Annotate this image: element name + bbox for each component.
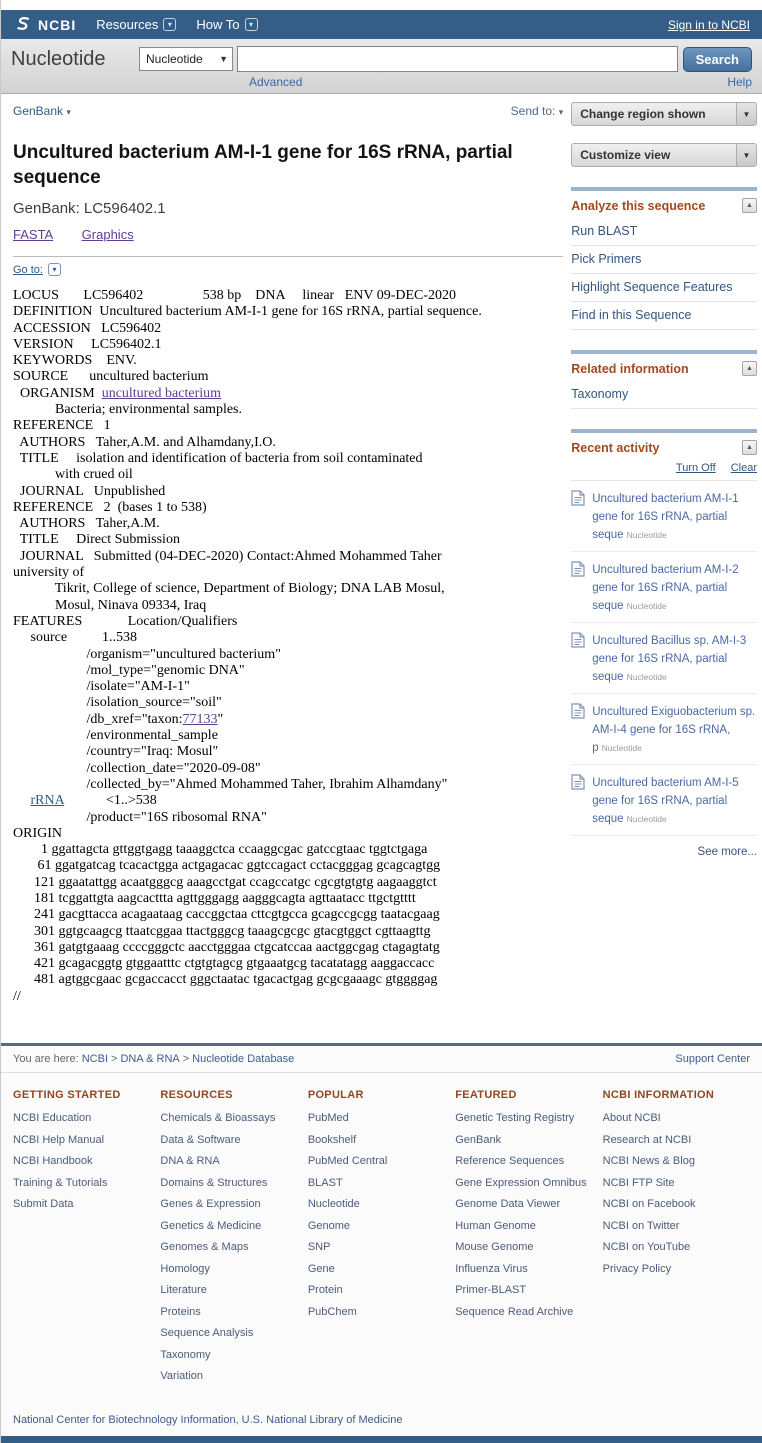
sidebar-link[interactable]: Highlight Sequence Features [571, 274, 757, 302]
footer-link[interactable]: PubMed Central [307, 1155, 388, 1168]
footer-link[interactable]: Primer-BLAST [455, 1284, 527, 1297]
document-icon [571, 632, 585, 685]
sidebar-link[interactable]: Taxonomy [571, 381, 757, 409]
recent-activity-item [571, 765, 757, 836]
footer-link[interactable]: PubChem [307, 1305, 357, 1318]
footer-link[interactable]: Genetic Testing Registry [455, 1112, 575, 1125]
footer-link[interactable]: About NCBI [602, 1112, 661, 1125]
footer-column-heading: NCBI INFORMATION [602, 1089, 715, 1102]
recent-item-db-tag: Nucleotide [626, 530, 667, 540]
footer-column [13, 1089, 160, 1392]
footer-link[interactable]: NCBI on YouTube [602, 1241, 691, 1254]
ncbi-navbar [1, 10, 762, 39]
chevron-down-icon[interactable]: ▼ [736, 144, 756, 166]
footer-column [603, 1089, 750, 1392]
footer-link[interactable]: Mouse Genome [455, 1241, 534, 1254]
top-strip [1, 0, 762, 10]
sign-in-link[interactable]: Sign in to NCBI [667, 17, 750, 32]
help-link[interactable]: Help [727, 75, 752, 89]
see-more-link[interactable]: See more... [697, 846, 757, 858]
breadcrumb-dna-rna[interactable]: DNA & RNA [120, 1053, 180, 1066]
fasta-link[interactable]: FASTA [13, 227, 54, 242]
sidebar [571, 102, 757, 1005]
clear-link[interactable]: Clear [730, 462, 757, 474]
document-icon [571, 561, 585, 614]
taxon-link[interactable]: 77133 [182, 711, 218, 727]
footer-link[interactable]: Genomes & Maps [160, 1241, 249, 1254]
footer-link[interactable]: NCBI Help Manual [13, 1133, 105, 1146]
recent-activity-panel [571, 429, 757, 858]
related-links [571, 381, 757, 409]
collapse-panel-button[interactable]: ▲ [742, 361, 757, 376]
footer-link[interactable]: Submit Data [13, 1198, 74, 1211]
recent-item-link[interactable]: Uncultured bacterium AM-I-5 gene for 16S rRNA, partial seque [592, 777, 739, 825]
breadcrumb-prefix: You are here: [13, 1053, 79, 1066]
footer-link[interactable]: DNA & RNA [160, 1155, 220, 1168]
search-input[interactable] [237, 46, 678, 72]
accession-line: GenBank: LC596402.1 [13, 200, 166, 217]
recent-item-db-tag: Nucleotide [601, 743, 642, 753]
recent-item-link[interactable]: Uncultured bacterium AM-I-1 gene for 16S rRNA, partial seque [592, 493, 739, 541]
database-select[interactable]: Nucleotide ▼ [139, 47, 233, 71]
recent-item-db-tag: Nucleotide [626, 601, 667, 611]
footer-link[interactable]: Training & Tutorials [13, 1176, 108, 1189]
report-format-dropdown[interactable]: GenBank ▾ [13, 104, 71, 118]
analyze-links [571, 218, 757, 330]
ncbi-nlm-link[interactable]: National Center for Biotechnology Information, U.S. National Library of Medicine [13, 1413, 403, 1426]
footer-link[interactable]: NCBI Handbook [13, 1155, 93, 1168]
footer-link[interactable]: SNP [307, 1241, 331, 1254]
recent-item-link[interactable]: Uncultured Exiguobacterium sp. AM-I-4 gene for 16S rRNA, p [592, 706, 756, 754]
document-icon [571, 703, 585, 756]
breadcrumb-ncbi[interactable]: NCBI [81, 1053, 108, 1066]
recent-item-db-tag: Nucleotide [626, 672, 667, 682]
footer-link[interactable]: Variation [160, 1370, 204, 1383]
breadcrumb-nucleotide-db[interactable]: Nucleotide Database [192, 1053, 295, 1066]
sidebar-link[interactable]: Find in this Sequence [571, 302, 757, 330]
chevron-down-icon: ▾ [163, 18, 176, 31]
footer-link[interactable]: Genetics & Medicine [160, 1219, 262, 1232]
footer-link[interactable]: BLAST [307, 1176, 343, 1189]
footer-link[interactable]: Genome Data Viewer [455, 1198, 561, 1211]
footer-link[interactable]: Nucleotide [307, 1198, 360, 1211]
ncbi-home-link[interactable] [13, 15, 76, 35]
recent-activity-item [571, 552, 757, 623]
select-arrow-icon: ▼ [219, 54, 228, 64]
recent-item-link[interactable]: Uncultured Bacillus sp. AM-I-3 gene for 16S rRNA, partial seque [592, 635, 747, 683]
support-center-link[interactable]: Support Center [675, 1053, 750, 1066]
footer-link[interactable]: Gene [307, 1262, 335, 1275]
search-header [1, 39, 762, 94]
ncbi-logo-icon [13, 15, 33, 35]
sidebar-link[interactable]: Pick Primers [571, 246, 757, 274]
chevron-down-icon: ▾ [66, 107, 71, 117]
panel-title: Recent activity [571, 440, 660, 455]
recent-activity-item [571, 481, 757, 552]
rrna-feature-link[interactable]: rRNA [30, 793, 64, 809]
footer-column [455, 1089, 602, 1392]
footer-link[interactable]: Taxonomy [160, 1348, 211, 1361]
footer-link[interactable]: Genes & Expression [160, 1198, 261, 1211]
footer-link[interactable]: Proteins [160, 1305, 201, 1318]
footer-columns [1, 1073, 762, 1396]
recent-item-db-tag: Nucleotide [626, 814, 667, 824]
main-column [13, 102, 563, 1005]
divider [13, 256, 563, 257]
footer-column-heading: RESOURCES [160, 1089, 233, 1102]
chevron-down-icon: ▾ [245, 18, 258, 31]
panel-title: Related information [571, 361, 689, 376]
go-to-link[interactable]: Go to: [13, 263, 43, 276]
footer-column [308, 1089, 455, 1392]
footer-link[interactable]: Chemicals & Bioassays [160, 1112, 276, 1125]
footer-column-heading: FEATURED [455, 1089, 517, 1102]
footer [1, 1043, 762, 1443]
footer-link[interactable]: Sequence Analysis [160, 1327, 254, 1340]
footer-column-heading: GETTING STARTED [13, 1089, 121, 1102]
brand-text: NCBI [38, 16, 77, 33]
footer-link[interactable]: NCBI News & Blog [602, 1155, 695, 1168]
footer-column [160, 1089, 307, 1392]
chevron-down-icon[interactable]: ▾ [48, 263, 61, 276]
related-information-panel [571, 350, 757, 409]
database-title: Nucleotide [11, 47, 106, 70]
footer-link[interactable]: Data & Software [160, 1133, 241, 1146]
customize-view-box[interactable]: Customize view ▼ [571, 143, 757, 167]
advanced-search-link[interactable]: Advanced [249, 75, 303, 89]
footer-link[interactable]: Research at NCBI [602, 1133, 692, 1146]
footer-link[interactable]: Bookshelf [307, 1133, 357, 1146]
organism-link[interactable]: uncultured bacterium [101, 385, 222, 401]
panel-title: Analyze this sequence [571, 198, 706, 213]
footer-link[interactable]: NCBI Education [13, 1112, 92, 1125]
footer-link[interactable]: Human Genome [455, 1219, 536, 1232]
analyze-sequence-panel [571, 187, 757, 330]
page-title: Uncultured bacterium AM-I-1 gene for 16S rRNA, partial sequence [13, 142, 513, 188]
footer-link[interactable]: Genome [307, 1219, 351, 1232]
footer-bottom-bar [1, 1436, 762, 1443]
sidebar-link[interactable]: Run BLAST [571, 218, 757, 246]
genbank-record: LOCUS LC596402 538 bp DNA linear ENV 09-DEC-2020 DEFINITION Uncultured bacterium AM-I-1 gene for 16S rRNA, partial sequence. ACCESSION LC596402 VERSION LC596402.1 KEYWORDS ENV. SOURCE uncultured bacterium ORGANISM uncultured bacterium Bacteria; environmental samples. REFERENCE 1 AUTHORS Taher,A.M. and Alhamdany,I.O. TITLE isolation and identification of bacteria from soil contaminated with crued oil JOURNAL Unpublished REFERENCE 2 (bases 1 to 538) AUTHORS Taher,A.M. TITLE Direct Submission JOURNAL Submitted (04-DEC-2020) Contact:Ahmed Mohammed Taher university of Tikrit, College of science, Department of Biology; DNA LAB Mosul, Mosul, Ninava 09334, Iraq FEATURES Location/Qualifiers source 1..538 /organism="uncultured bacterium" /mol_type="genomic DNA" /isolate="AM-I-1" /isolation_source="soil" /db_xref="taxon:77133" /environmental_sample /country="Iraq: Mosul" /collection_date="2020-09-08" /collected_by="Ahmed Mohammed Taher, Ibrahim Alhamdany" rRNA <1..>538 /product="16S ribosomal RNA" ORIGIN 1 ggattagcta gttggtgagg taaaggctca ccaaggcgac gatccgtaac tggtctgaga 61 ggatgatcag tcacactgga actgagacac ggtccagact cctacgggag gcagcagtgg 121 ggaatattgg acaatgggcg aaagcctgat ccagccatgc cgcgtgtgtg aagaaggtct 181 tcggattgta aagcacttta agttgggagg aagggcagta agttaatacc ttgctgtttt 241 gacgttacca acagaataag caccggctaa cttcgtgcca gcagccgcgg taatacgaag 301 ggtgcaagcg ttaatcggaa ttactgggcg taaagcgcgc gtacgtggct cgttaagttg 361 gatgtgaaag ccccgggctc aacctgggaa ctgcatccaa aactggcgag ctagagtatg 421 gcagacggtg gtggaatttc ctgtgtagcg gtgaaatgcg tacatatagg aaggaccacc 481 agtggcgaac gcgaccacct gggctaatac tgacactgag gcgcgaaagc gtggggag // [13, 288, 482, 1004]
footer-link[interactable]: Homology [160, 1262, 210, 1275]
graphics-link[interactable]: Graphics [81, 227, 134, 242]
footer-link[interactable]: Privacy Policy [602, 1262, 672, 1275]
nav-how-to[interactable]: How To ▾ [196, 17, 257, 32]
send-to-dropdown[interactable]: Send to: ▾ [510, 104, 564, 118]
document-icon [571, 774, 585, 827]
collapse-panel-button[interactable]: ▲ [742, 440, 757, 455]
recent-activity-item [571, 694, 757, 765]
recent-activity-item [571, 623, 757, 694]
footer-link[interactable]: Reference Sequences [455, 1155, 565, 1168]
footer-link[interactable]: NCBI on Twitter [602, 1219, 680, 1232]
recent-item-link[interactable]: Uncultured bacterium AM-I-2 gene for 16S rRNA, partial seque [592, 564, 739, 612]
footer-link[interactable]: Sequence Read Archive [455, 1305, 574, 1318]
chevron-down-icon: ▾ [558, 107, 564, 117]
footer-link[interactable]: PubMed [307, 1112, 349, 1125]
footer-link[interactable]: NCBI FTP Site [602, 1176, 675, 1189]
search-button[interactable]: Search [683, 47, 752, 72]
footer-column-heading: POPULAR [307, 1089, 364, 1102]
footer-link[interactable]: Literature [160, 1284, 207, 1297]
footer-link[interactable]: Domains & Structures [160, 1176, 268, 1189]
document-icon [571, 490, 585, 543]
footer-link[interactable]: NCBI on Facebook [602, 1198, 696, 1211]
footer-link[interactable]: Gene Expression Omnibus [455, 1176, 587, 1189]
change-region-shown-box[interactable]: Change region shown ▼ [571, 102, 757, 126]
footer-link[interactable]: Protein [307, 1284, 343, 1297]
recent-activity-list [571, 481, 757, 836]
nav-resources[interactable]: Resources ▾ [96, 17, 176, 32]
turn-off-link[interactable]: Turn Off [675, 462, 716, 474]
chevron-down-icon[interactable]: ▼ [736, 103, 756, 125]
footer-link[interactable]: GenBank [455, 1133, 502, 1146]
breadcrumb: You are here: NCBI > DNA & RNA > Nucleotide Database Support Center [1, 1046, 762, 1073]
footer-link[interactable]: Influenza Virus [455, 1262, 528, 1275]
collapse-panel-button[interactable]: ▲ [742, 198, 757, 213]
